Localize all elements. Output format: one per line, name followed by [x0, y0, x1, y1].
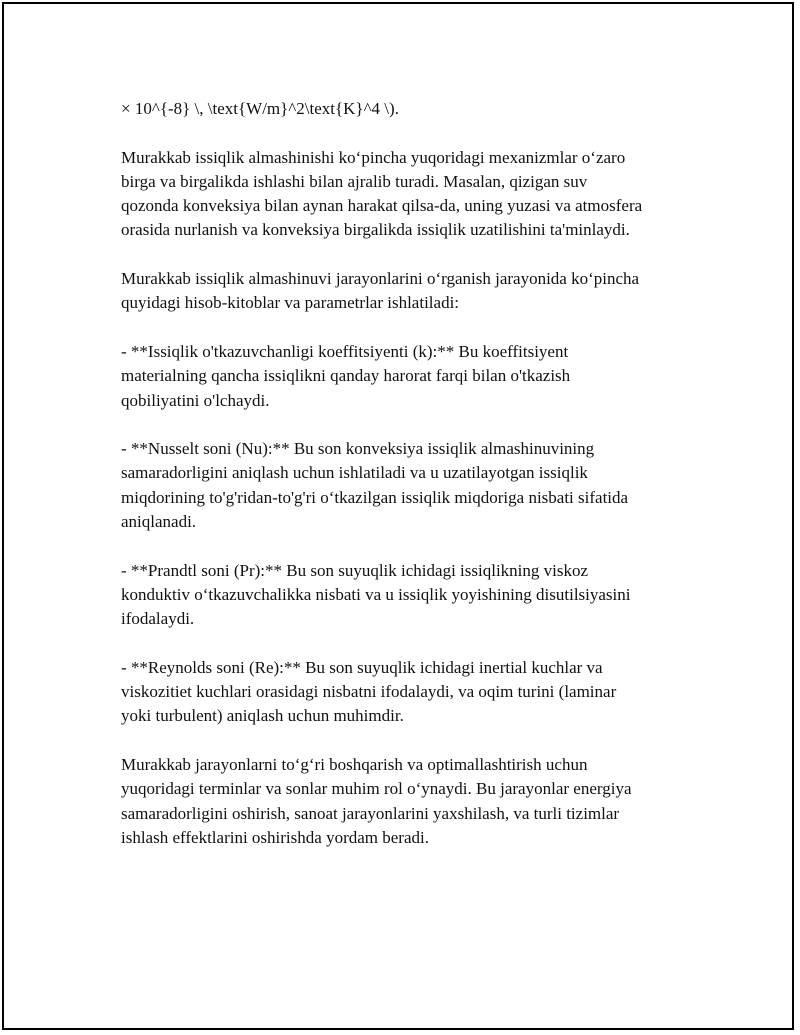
text-line: orasida nurlanish va konveksiya birgalikda issiqlik uzatilishini ta'minlaydi.	[121, 220, 630, 240]
list-item-reynolds	[121, 656, 701, 729]
list-item-conductivity	[121, 340, 701, 413]
text-line: birga va birgalikda ishlashi bilan ajralib turadi. Masalan, qizigan suv	[121, 171, 588, 191]
paragraph-conclusion	[121, 753, 701, 850]
text-line: - **Nusselt soni (Nu):** Bu son konveksiya issiqlik almashinuvining	[121, 439, 595, 459]
text-line: aniqlanadi.	[121, 512, 197, 532]
text-line: ishlash effektlarini oshirishda yordam beradi.	[121, 827, 429, 847]
paragraph-formula-tail	[121, 97, 701, 121]
document-body	[121, 97, 701, 875]
text-line: yuqoridagi terminlar va sonlar muhim rol o‘ynaydi. Bu jarayonlar energiya	[121, 779, 632, 799]
text-line: Murakkab issiqlik almashinuvi jarayonlarini o‘rganish jarayonida ko‘pincha	[121, 269, 640, 289]
paragraph-intro	[121, 146, 701, 243]
text-line: ifodalaydi.	[121, 609, 195, 629]
text-line: - **Issiqlik o'tkazuvchanligi koeffitsiyenti (k):** Bu koeffitsiyent	[121, 341, 569, 361]
paragraph-params-intro	[121, 267, 701, 316]
text-line: Murakkab jarayonlarni to‘g‘ri boshqarish va optimallashtirish uchun	[121, 755, 588, 775]
text-line: qozonda konveksiya bilan aynan harakat qilsa-da, uning yuzasi va atmosfera	[121, 196, 643, 216]
text-line: - **Reynolds soni (Re):** Bu son suyuqlik ichidagi inertial kuchlar va	[121, 657, 603, 677]
text-line: - **Prandtl soni (Pr):** Bu son suyuqlik ichidagi issiqlikning viskoz	[121, 560, 589, 580]
text-line: samaradorligini oshirish, sanoat jarayonlarini yaxshilash, va turli tizimlar	[121, 803, 620, 823]
text-line: qobiliyatini o'lchaydi.	[121, 390, 270, 410]
list-item-nusselt	[121, 437, 701, 534]
text-line: Murakkab issiqlik almashinishi ko‘pincha yuqoridagi mexanizmlar o‘zaro	[121, 147, 626, 167]
text-line: viskozitiet kuchlari orasidagi nisbatni ifodalaydi, va oqim turini (laminar	[121, 682, 617, 702]
page-frame	[2, 2, 794, 1030]
text-line: × 10^{-8} \, \text{W/m}^2\text{K}^4 \).	[121, 99, 399, 118]
text-line: samaradorligini aniqlash uchun ishlatiladi va u uzatilayotgan issiqlik	[121, 463, 588, 483]
list-item-prandtl	[121, 559, 701, 632]
text-line: konduktiv o‘tkazuvchalikka nisbati va u issiqlik yoyishining disutilsiyasini	[121, 584, 631, 604]
text-line: quyidagi hisob-kitoblar va parametrlar ishlatiladi:	[121, 293, 460, 313]
text-line: yoki turbulent) aniqlash uchun muhimdir.	[121, 706, 404, 726]
text-line: materialning qancha issiqlikni qanday harorat farqi bilan o'tkazish	[121, 366, 571, 386]
text-line: miqdorining to'g'ridan-to'g'ri o‘tkazilgan issiqlik miqdoriga nisbati sifatida	[121, 487, 629, 507]
